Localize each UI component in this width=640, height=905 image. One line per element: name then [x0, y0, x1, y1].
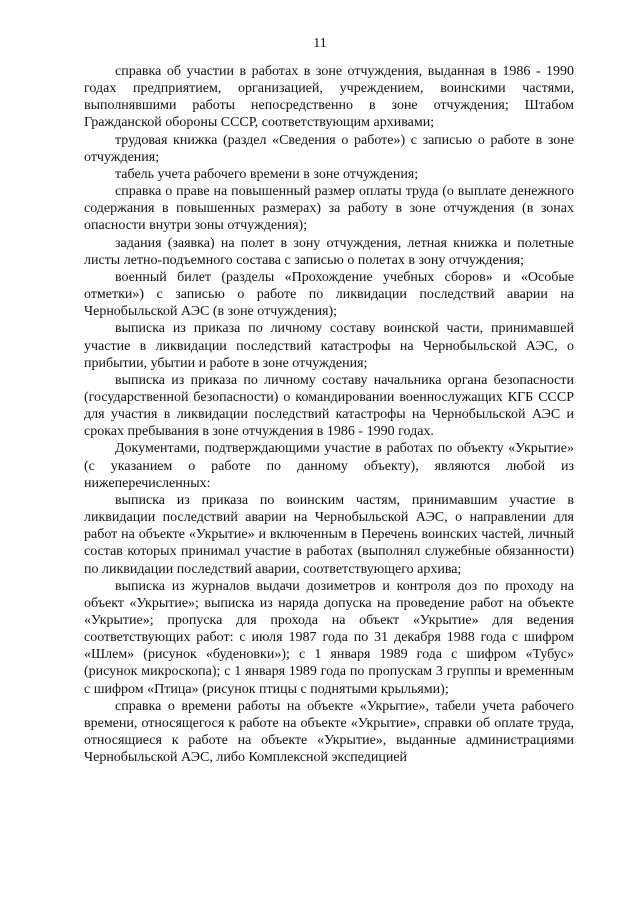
paragraph-2: трудовая книжка (раздел «Сведения о работе») с записью о работе в зоне отчуждения;: [84, 132, 574, 165]
paragraph-8: выписка из приказа по личному составу начальника органа безопасности (государственной безопасности) о командировании военнослужащих КГБ СССР для участия в ликвидации последствий катастрофы на Чернобыльской АЭС и сроках пребывания в зоне отчуждения в 1986 - 1990 годах.: [84, 372, 574, 440]
paragraph-1: справка об участии в работах в зоне отчуждения, выданная в 1986 - 1990 годах предприятием, организацией, учреждением, воинскими частями, выполнявшими работы непосредственно в зоне отчуждения; Штабом Гражданской обороны СССР, соответствующим архивами;: [84, 64, 574, 131]
page-number: 11: [313, 36, 327, 51]
paragraph-3: табель учета рабочего времени в зоне отчуждения;: [115, 166, 419, 182]
paragraph-5: задания (заявка) на полет в зону отчуждения, летная книжка и полетные листы летно-подъемного состава с записью о полетах в зону отчуждения;: [84, 235, 574, 268]
paragraph-9: Документами, подтверждающими участие в работах по объекту «Укрытие» (с указанием о работе по данному объекту), являются любой из нижеперечисленных:: [84, 441, 574, 491]
paragraph-6: военный билет (разделы «Прохождение учебных сборов» и «Особые отметки») с записью о работе по ликвидации последствий аварии на Чернобыльской АЭС (в зоне отчуждения);: [84, 269, 574, 320]
paragraph-4: справка о праве на повышенный размер оплаты труда (о выплате денежного содержания в повышенных размерах) за работу в зоне отчуждения (в зонах опасности внутри зоны отчуждения);: [84, 184, 574, 234]
paragraph-10: выписка из приказа по воинским частям, принимавшим участие в ликвидации последствий аварии на Чернобыльской АЭС, о направлении для работ на объекте «Укрытие» и включенным в Перечень воинских частей, личный состав которых принимал участие в работах (выполнял служебные обязанности) по ликвидации последствий аварии, соответствующего архива;: [84, 492, 574, 577]
paragraph-12: справка о времени работы на объекте «Укрытие», табели учета рабочего времени, относящегося к работе на объекте «Укрытие», справки об оплате труда, относящиеся к работе на объекте «Укрытие», выданные администрациями Чернобыльской АЭС, либо Комплексной экспедицией: [84, 698, 574, 766]
paragraph-7: выписка из приказа по личному составу воинской части, принимавшей участие в ликвидации последствий катастрофы на Чернобыльской АЭС, о прибытии, убытии и работе в зоне отчуждения;: [84, 321, 574, 371]
document-body: [84, 63, 574, 766]
paragraph-11: выписка из журналов выдачи дозиметров и контроля доз по проходу на объект «Укрытие»; выписка из наряда допуска на проведение работ на объекте «Укрытие»; пропуска для прохода на объект «Укрытие» для ведения соответствующих работ: с июля 1987 года по 31 декабря 1988 года с шифром «Шлем» (рисунок «буденовки»); с 1 января 1989 года с шифром «Тубус» (рисунок микроскопа); с 1 января 1989 года по пропускам 3 группы и временным с шифром «Птица» (рисунок птицы с поднятыми крыльями);: [84, 578, 574, 697]
